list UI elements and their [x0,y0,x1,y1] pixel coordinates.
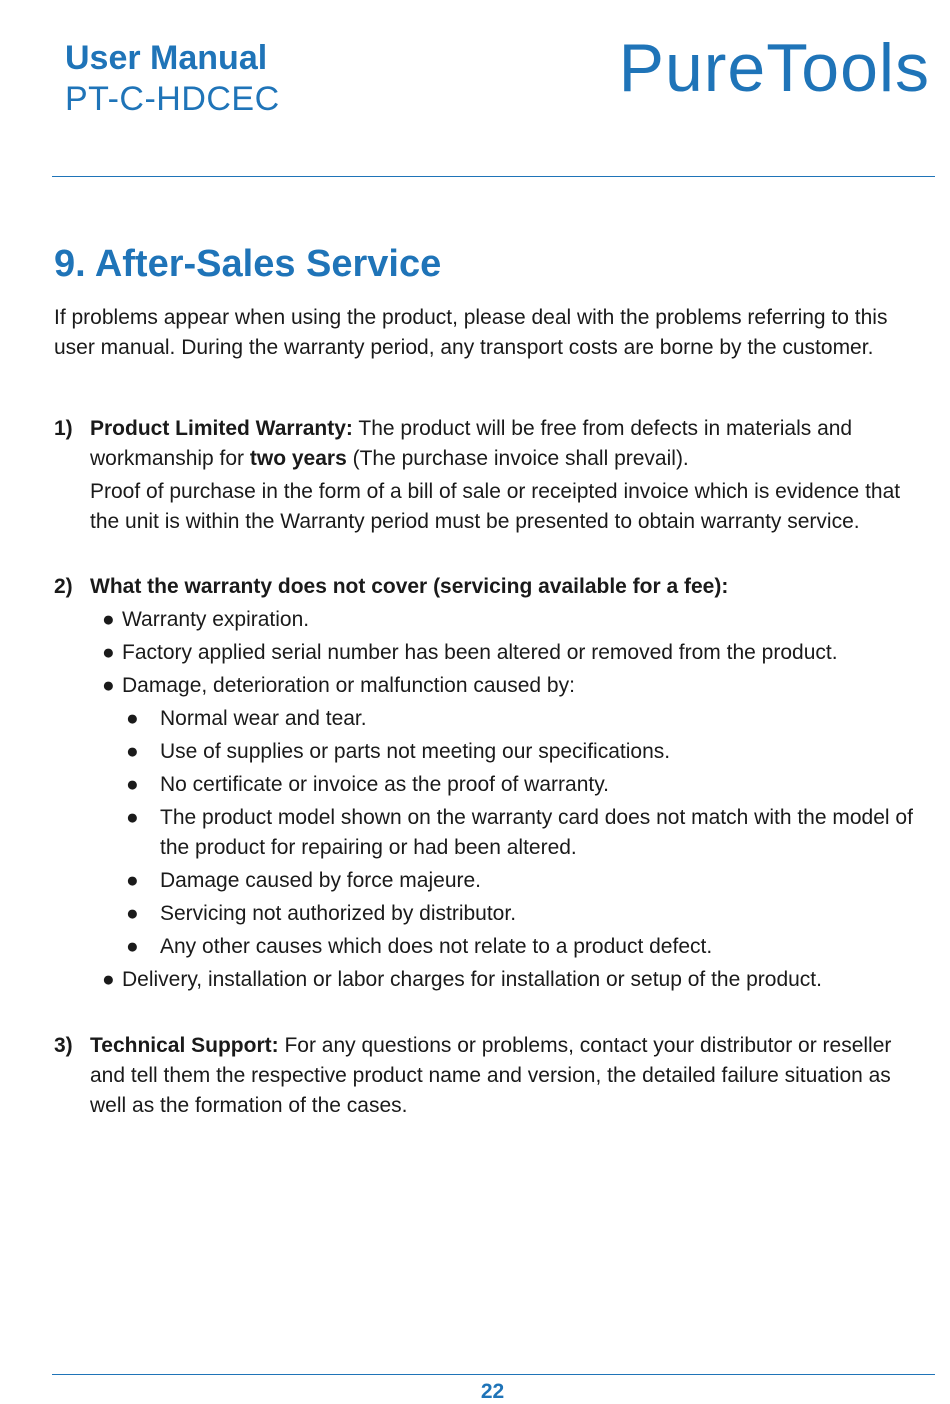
bullet-icon: ● [102,608,115,631]
list-item: ● Factory applied serial number has been altered or removed from the product. [90,638,919,668]
bullet-icon: ● [102,641,115,664]
bullet-icon: ● [102,968,115,991]
exclusions-list-continued [90,965,919,995]
list-item: ● Damage caused by force majeure. [90,866,919,896]
list-item: ● Damage, deterioration or malfunction caused by: [90,671,919,701]
list-item: ● Delivery, installation or labor charges for installation or setup of the product. [90,965,919,995]
bullet-icon: ● [102,674,115,697]
item-number: 1) [54,417,73,440]
exclusions-item [54,572,919,995]
warranty-paragraph [90,414,919,474]
document-title: User Manual [65,39,268,77]
exclusions-heading [90,572,919,602]
list-item: ● Servicing not authorized by distributor. [90,899,919,929]
product-model: PT-C-HDCEC [65,80,280,118]
page-number: 22 [480,1380,505,1403]
list-item: ● The product model shown on the warranty card does not match with the model of the product for repairing or had been altered. [90,803,919,863]
list-item: ● Use of supplies or parts not meeting our specifications. [90,737,919,767]
footer-divider [52,1374,935,1375]
list-item: ● Normal wear and tear. [90,704,919,734]
technical-support-item [54,1031,919,1121]
item-label: Technical Support: [90,1034,279,1057]
technical-support-paragraph: Technical Support: For any questions or problems, contact your distributor or reseller and tell them the respective product name and version, the detailed failure situation as well as the formation of the cases. [90,1034,892,1117]
exclusions-list [90,605,919,701]
bullet-icon: ● [126,869,139,892]
list-item: ● Warranty expiration. [90,605,919,635]
item-label: What the warranty does not cover (servicing available for a fee): [90,575,729,598]
item-number: 3) [54,1034,73,1057]
header [65,38,280,120]
list-item: ● Any other causes which does not relate to a product defect. [90,932,919,962]
warranty-duration: two years [249,447,347,470]
bullet-icon: ● [126,773,139,796]
list-item: ● No certificate or invoice as the proof of warranty. [90,770,919,800]
damage-causes-list [90,704,919,962]
header-divider [52,176,935,177]
bullet-icon: ● [126,707,139,730]
proof-of-purchase-paragraph: Proof of purchase in the form of a bill of sale or receipted invoice which is evidence that the unit is within the Warranty period must be presented to obtain warranty service. [90,480,901,533]
section-body [54,303,919,1121]
bullet-icon: ● [126,902,139,925]
puretools-logo: PureTools [618,30,930,106]
bullet-icon: ● [126,806,139,829]
item-number: 2) [54,575,73,598]
bullet-icon: ● [126,935,139,958]
bullet-icon: ● [126,740,139,763]
item-label: Product Limited Warranty: [90,417,353,440]
warranty-text-a: The product will be free from defects in materials and workmanship for [90,417,853,470]
intro-paragraph: If problems appear when using the product, please deal with the problems referring to this user manual. During the warranty period, any transport costs are borne by the customer. [54,306,888,359]
warranty-item [54,414,919,537]
section-title: 9. After-Sales Service [54,243,442,285]
warranty-text-b: (The purchase invoice shall prevail). [346,447,689,470]
